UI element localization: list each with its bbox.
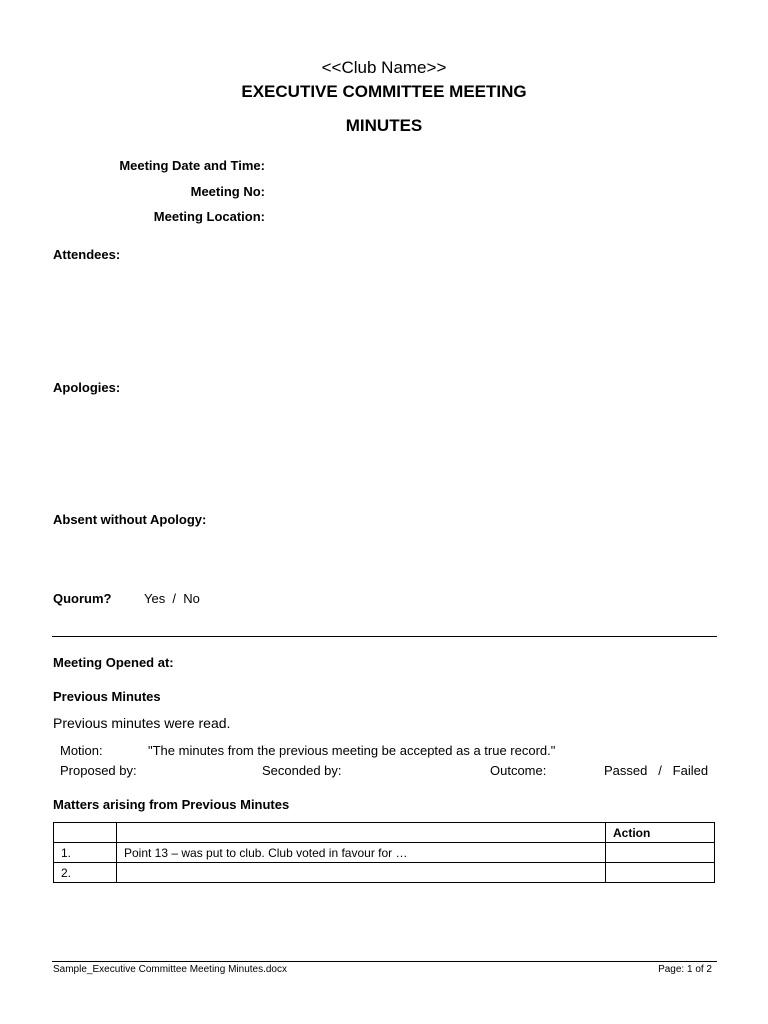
club-name: <<Club Name>> [321, 58, 447, 77]
row-action [606, 863, 715, 883]
quorum-options: Yes / No [144, 591, 200, 606]
table-row [54, 843, 715, 863]
seconded-by-label: Seconded by: [262, 763, 342, 778]
row-number: 2. [54, 863, 117, 883]
header-cell-item [117, 823, 606, 843]
apologies-heading: Apologies: [53, 380, 121, 395]
attendees-heading: Attendees: [53, 247, 121, 262]
footer-divider [52, 961, 717, 962]
previous-minutes-heading: Previous Minutes [53, 689, 161, 704]
motion-label: Motion: [60, 743, 103, 758]
section-divider [52, 636, 717, 637]
motion-text: "The minutes from the previous meeting be accepted as a true record." [148, 743, 556, 758]
table-header-row [54, 823, 715, 843]
meeting-location-label: Meeting Location: [153, 209, 265, 224]
meeting-number-label: Meeting No: [190, 184, 265, 199]
footer-filename: Sample_Executive Committee Meeting Minutes.docx [53, 964, 287, 975]
outcome-label: Outcome: [490, 763, 547, 778]
row-number: 1. [54, 843, 117, 863]
proposed-by-label: Proposed by: [60, 763, 137, 778]
row-item: Point 13 – was put to club. Club voted in favour for … [117, 843, 606, 863]
header-cell-action: Action [606, 823, 715, 843]
row-action [606, 843, 715, 863]
row-item [117, 863, 606, 883]
table-row [54, 863, 715, 883]
matters-table [53, 822, 715, 883]
meeting-opened-label: Meeting Opened at: [53, 655, 174, 670]
footer-page-number: Page: 1 of 2 [658, 964, 712, 975]
matters-heading: Matters arising from Previous Minutes [53, 797, 290, 812]
quorum-label: Quorum? [53, 591, 112, 606]
absent-heading: Absent without Apology: [53, 512, 207, 527]
document-title: EXECUTIVE COMMITTEE MEETING [241, 82, 527, 101]
outcome-options: Passed / Failed [604, 763, 709, 778]
meeting-date-time-label: Meeting Date and Time: [119, 158, 265, 173]
document-subtitle: MINUTES [345, 116, 423, 135]
previous-minutes-text: Previous minutes were read. [53, 715, 231, 731]
header-cell-number [54, 823, 117, 843]
